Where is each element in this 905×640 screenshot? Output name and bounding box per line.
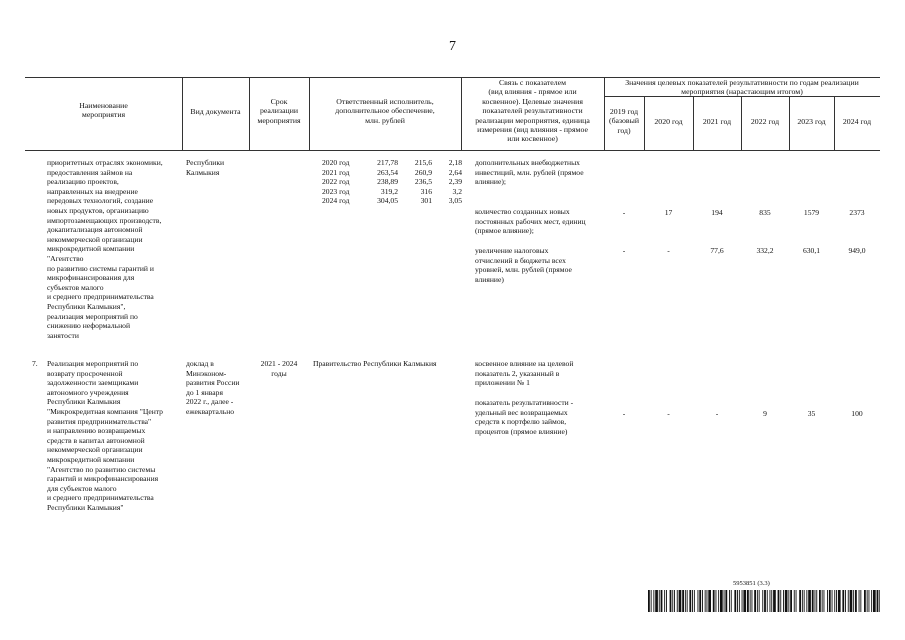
header-name: Наименование мероприятия bbox=[79, 101, 128, 120]
funding-federal: 316 bbox=[420, 186, 432, 196]
jobs-value-2022: 835 bbox=[759, 208, 771, 217]
taxes-value-2022: 332,2 bbox=[756, 246, 774, 255]
jobs-value-2023: 1579 bbox=[803, 208, 820, 217]
funding-regional: 3,2 bbox=[452, 186, 462, 196]
share-value-2019: - bbox=[622, 409, 626, 418]
share-value-2021: - bbox=[715, 409, 719, 418]
header-doc: Вид документа bbox=[190, 107, 241, 116]
row1-indicator-jobs: количество созданных новых постоянных рабочих мест, единиц (прямое влияние); bbox=[475, 207, 586, 236]
taxes-value-2024: 949,0 bbox=[848, 246, 866, 255]
header-year-2021: 2021 год bbox=[702, 117, 732, 126]
row1-name: приоритетных отраслях экономики, предоставления займов на реализацию проектов, направленных на внедрение передовых технологий, создание новых продуктов, организацию импортозамещающих производств, докапитализация автономной некоммерческой организации микрокредитной компании "Агентство по развитию системы гарантий и микрофинансирования для субъектов малого и среднего предпринимательства Республики Калмыкия", реализация мероприятий по снижению неформальной занятости bbox=[47, 158, 163, 340]
row2-term: 2021 - 2024 годы bbox=[260, 359, 298, 378]
taxes-value-2020: - bbox=[667, 246, 670, 255]
jobs-value-2020: 17 bbox=[664, 208, 673, 217]
row2-name: Реализация мероприятий по возврату просроченной задолженности заемщиками автономного учреждения Республики Калмыкия "Микрокредитная компания "Центр развития предпринимательства" и направлению возвращаемых средств в капитал автономной некоммерческой организации микрокредитной компании "Агентство по развитию системы гарантий и микрофинансирования для субъектов малого и среднего предпринимательства Республики Калмыкия" bbox=[47, 359, 163, 512]
funding-federal: 236,5 bbox=[414, 177, 432, 187]
header-values: Значения целевых показателей результативности по годам реализации мероприятия (нарастающим итогом) bbox=[625, 78, 859, 97]
jobs-value-2024: 2373 bbox=[849, 208, 865, 217]
funding-year: 2021 год bbox=[322, 167, 350, 177]
header-term: Срок реализации мероприятия bbox=[257, 97, 301, 125]
funding-total: 263,54 bbox=[377, 167, 398, 177]
taxes-value-2023: 630,1 bbox=[802, 246, 821, 255]
header-year-2022: 2022 год bbox=[750, 117, 780, 126]
funding-total: 238,89 bbox=[377, 177, 398, 187]
funding-regional: 2,64 bbox=[448, 167, 462, 177]
row2-doc: доклад в Минэконом- развития России до 1 января 2022 г., далее - ежеквартально bbox=[186, 359, 240, 416]
row1-doc: Республики Калмыкия bbox=[186, 158, 225, 177]
funding-federal: 301 bbox=[420, 196, 432, 206]
barcode-image bbox=[648, 590, 880, 612]
taxes-value-2019: - bbox=[622, 246, 626, 255]
row2-number: 7. bbox=[32, 359, 38, 368]
row1-indicator-investments: дополнительных внебюджетных инвестиций, млн. рублей (прямое влияние); bbox=[475, 158, 584, 187]
header-link: Связь с показателем (вид влияния - прямое или косвенное). Целевые значения показателей результативности реализации мероприятия, единица измерения (вид влияния - прямое или косвенное) bbox=[475, 78, 590, 144]
row1-indicator-taxes: увеличение налоговых отчислений в бюджеты всех уровней, млн. рублей (прямое влияние) bbox=[475, 246, 572, 284]
row2-executor: Правительство Республики Калмыкия bbox=[313, 359, 437, 368]
header-year-2019: 2019 год (базовый год) bbox=[608, 107, 640, 135]
header-year-2024: 2024 год bbox=[842, 117, 872, 126]
share-value-2023: 35 bbox=[807, 409, 816, 418]
funding-total: 217,78 bbox=[377, 158, 398, 167]
page-number: 7 bbox=[449, 39, 456, 54]
row2-indicator-share: показатель результативности - удельный вес возвращаемых средств к портфелю займов, процентов (прямое влияние) bbox=[475, 398, 574, 436]
funding-total: 304,05 bbox=[377, 196, 398, 206]
funding-year: 2023 год bbox=[322, 186, 350, 196]
taxes-value-2021: 77,6 bbox=[710, 246, 724, 255]
funding-regional: 3,05 bbox=[448, 196, 462, 206]
share-value-2024: 100 bbox=[851, 409, 863, 418]
funding-year: 2022 год bbox=[322, 177, 350, 187]
row2-indicator-indirect: косвенное влияние на целевой показатель 2, указанный в приложении № 1 bbox=[475, 359, 574, 388]
share-value-2022: 9 bbox=[763, 409, 767, 418]
jobs-value-2021: 194 bbox=[711, 208, 723, 217]
funding-total: 319,2 bbox=[380, 186, 398, 196]
share-value-2020: - bbox=[667, 409, 670, 418]
funding-federal: 215,6 bbox=[414, 158, 432, 167]
header-exec: Ответственный исполнитель, дополнительное обеспечение, млн. рублей bbox=[335, 97, 435, 125]
funding-year: 2020 год bbox=[322, 158, 350, 167]
jobs-value-2019: - bbox=[622, 208, 626, 217]
barcode-code: 5953851 (3.3) bbox=[733, 580, 770, 587]
funding-federal: 260,9 bbox=[414, 167, 432, 177]
header-year-2020: 2020 год bbox=[654, 117, 683, 126]
funding-regional: 2,39 bbox=[448, 177, 462, 187]
header-year-2023: 2023 год bbox=[797, 117, 826, 126]
funding-regional: 2,18 bbox=[448, 158, 462, 167]
funding-year: 2024 год bbox=[322, 196, 350, 206]
